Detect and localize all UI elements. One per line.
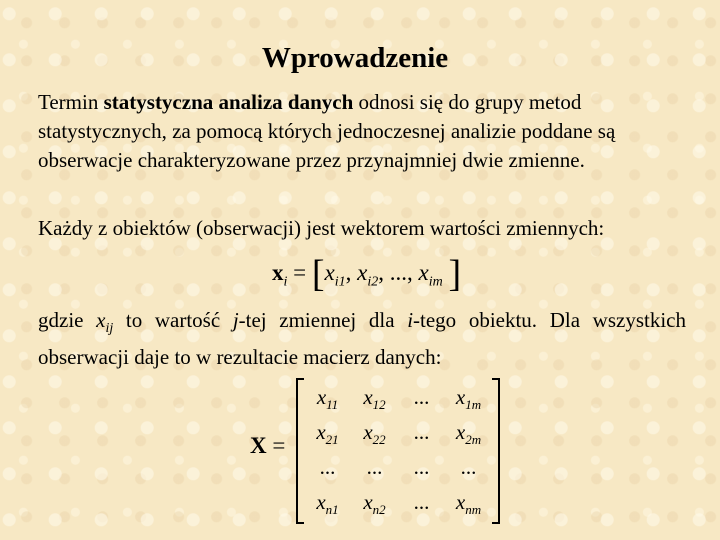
vector-lhs-subscript: i	[283, 274, 288, 290]
matrix-cell	[304, 485, 351, 520]
matrix-cell-value: x	[316, 385, 327, 409]
matrix-cell	[304, 415, 351, 450]
p3-i: i	[407, 308, 414, 332]
matrix-cell	[351, 450, 398, 485]
p3-text-2: to wartość	[113, 308, 233, 332]
matrix-cell	[351, 380, 398, 415]
matrix-symbol: X	[250, 433, 267, 458]
matrix-cell	[445, 380, 492, 415]
intro-text-post: odnosi się do grupy metod statystycznych, za pomocą których jednoczesnej analizie poddane są obserwacje charakteryzowane przez przynajmniej dwie zmienne.	[38, 90, 616, 172]
matrix-cell-subscript: 21	[325, 432, 339, 448]
matrix-intro-paragraph	[38, 306, 686, 372]
vector-elem-m-sub: im	[428, 274, 443, 290]
p3-var-sub: ij	[105, 321, 114, 337]
matrix-cell	[445, 415, 492, 450]
matrix-cell-value: ...	[413, 420, 430, 444]
matrix-label	[250, 433, 285, 459]
matrix-cell-value: x	[363, 490, 373, 514]
slide-title: Wprowadzenie	[261, 42, 449, 74]
vector-intro-paragraph: Każdy z obiektów (obserwacji) jest wektorem wartości zmiennych:	[38, 216, 605, 240]
matrix-cell-value: ...	[366, 455, 383, 479]
matrix-cell-value: x	[455, 420, 466, 444]
vector-elem-2-sub: i2	[367, 274, 379, 290]
p3-text-3: -tej zmiennej dla	[238, 308, 408, 332]
matrix-cell-subscript: 12	[372, 397, 386, 413]
vector-open-bracket: [	[311, 253, 325, 295]
matrix-cell-subscript: 11	[326, 397, 339, 413]
matrix-cell-value: ...	[413, 455, 430, 479]
matrix-cell	[398, 450, 445, 485]
matrix-cell	[398, 485, 445, 520]
matrix-cell	[304, 380, 351, 415]
vector-lhs: x	[272, 260, 284, 285]
matrix-cell-value: ...	[460, 455, 477, 479]
matrix-cell	[398, 380, 445, 415]
matrix-cell-subscript: n1	[325, 502, 339, 518]
intro-term-bold: statystyczna analiza danych	[103, 90, 354, 114]
vector-equals: =	[293, 260, 307, 285]
vector-sep-2: ,	[378, 260, 390, 285]
matrix-cell-value: x	[363, 385, 373, 409]
matrix-cell	[351, 415, 398, 450]
intro-paragraph	[38, 88, 686, 175]
matrix-cell	[445, 485, 492, 520]
matrix-right-bracket	[492, 378, 500, 524]
matrix-cell-value: x	[316, 490, 326, 514]
vector-dots: ...	[389, 260, 407, 285]
vector-sep-3: ,	[407, 260, 419, 285]
matrix-cell-subscript: nm	[465, 502, 482, 518]
p3-text-1: gdzie	[38, 308, 97, 332]
matrix-equals: =	[272, 433, 286, 458]
p3-j: j	[232, 308, 239, 332]
matrix-cell-value: x	[455, 385, 466, 409]
matrix-cell-value: x	[363, 420, 373, 444]
matrix-left-bracket	[296, 378, 304, 524]
matrix-cell	[304, 450, 351, 485]
matrix-cell-subscript: n2	[372, 502, 386, 518]
vector-elem-m: x	[418, 260, 429, 285]
p3-text-4: -tego obiektu. Dla wszystkich obserwacji daje to w rezultacie macierz danych:	[38, 308, 686, 370]
intro-text-pre: Termin	[38, 90, 104, 114]
matrix-cell-subscript: 2m	[465, 432, 482, 448]
vector-close-bracket: ]	[448, 253, 462, 295]
matrix-cell	[351, 485, 398, 520]
vector-elem-1-sub: i1	[334, 274, 346, 290]
matrix-cell	[445, 450, 492, 485]
matrix-cell-subscript: 22	[372, 432, 386, 448]
matrix-cell-value: ...	[413, 490, 430, 514]
vector-formula	[272, 252, 461, 296]
matrix-cell-subscript: 1m	[465, 397, 482, 413]
vector-sep-1: ,	[345, 260, 358, 285]
matrix-cell-value: x	[316, 420, 326, 444]
matrix-cell-value: x	[455, 490, 466, 514]
matrix-cell-value: ...	[319, 455, 336, 479]
matrix-grid	[304, 380, 492, 520]
matrix-cell-value: ...	[413, 385, 430, 409]
matrix-cell	[398, 415, 445, 450]
p3-var: x	[96, 308, 106, 332]
data-matrix	[296, 378, 500, 524]
vector-elem-1: x	[324, 260, 335, 285]
vector-elem-2: x	[357, 260, 368, 285]
